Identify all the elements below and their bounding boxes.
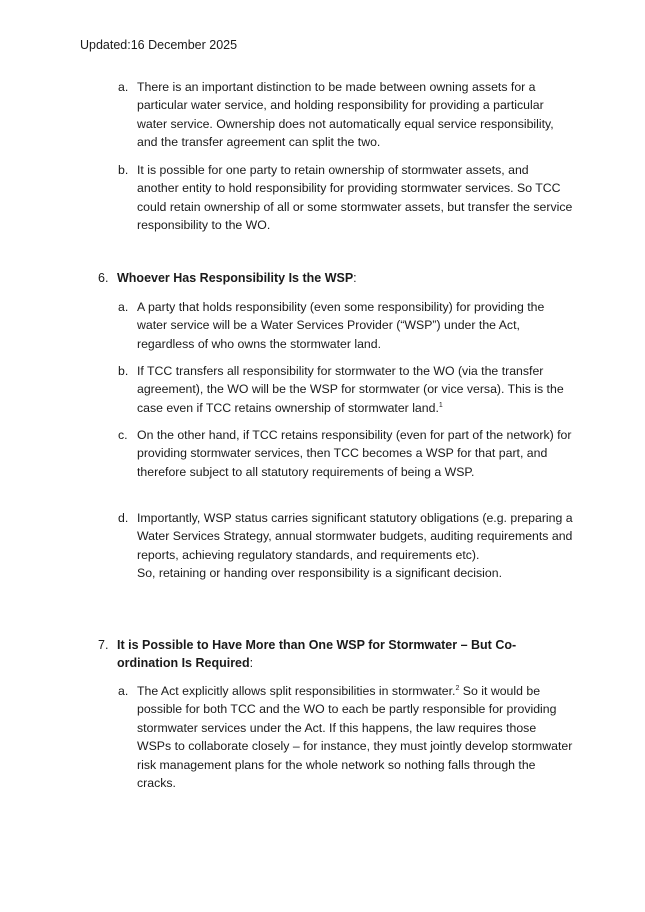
list-item-text: So, retaining or handing over responsibility is a significant decision. (137, 566, 503, 581)
list-marker: b. (118, 163, 129, 177)
list-marker: a. (118, 300, 129, 314)
list-item (118, 509, 573, 583)
footnote-ref[interactable]: 2 (455, 685, 460, 692)
list-item (118, 682, 573, 792)
list-item-text: On the other hand, if TCC retains responsibility (even for part of the network) for providing stormwater services, then TCC becomes a WSP for that part, and therefore subject to all statutory requirements of being a WSP. (137, 428, 572, 479)
list-marker: d. (118, 511, 129, 525)
list-item (118, 78, 573, 152)
list-marker: a. (118, 684, 129, 698)
list-item-text: reports, achieving regulatory standards, and requirements etc). (137, 547, 480, 562)
list-item-text: So it would be possible for both TCC and the WO to each be partly responsible for providing stormwater services under the Act. If this happens, the law requires those WSPs to collaborate closely – for instance, they must jointly develop stormwater risk management plans for the whole network so nothing falls through the cracks. (137, 684, 573, 791)
list-item-text: There is an important distinction to be made between owning assets for a particular water service, and holding responsibility for providing a particular water service. Ownership does not automatically equal service responsibility, and the transfer agreement can split the two. (137, 80, 554, 150)
updated-date: Updated:16 December 2025 (80, 38, 238, 52)
list-marker: a. (118, 80, 129, 94)
list-item (118, 362, 573, 417)
section-title: Whoever Has Responsibility Is the WSP (117, 271, 354, 285)
list-item-text: Importantly, WSP status carries significant statutory obligations (e.g. preparing a Water Services Strategy, annual stormwater budgets, auditing requirements and (137, 511, 573, 544)
list-item-text: A party that holds responsibility (even some responsibility) for providing the water service will be a Water Services Provider (“WSP”) under the Act, regardless of who owns the stormwater land. (137, 300, 545, 351)
list-item-text: The Act explicitly allows split responsibilities in stormwater. (137, 684, 456, 698)
list-item-text: It is possible for one party to retain ownership of stormwater assets, and another entity to hold responsibility for providing stormwater services. So TCC could retain ownership of all or some stormwater assets, but transfer the service responsibility to the WO. (137, 163, 573, 233)
list-item (118, 426, 573, 481)
list-item (118, 161, 573, 235)
footnote-ref[interactable]: 1 (438, 401, 443, 409)
section-title: It is Possible to Have More than One WSP for Stormwater – But Co-ordination Is Required (117, 638, 517, 671)
section-heading: 7. It is Possible to Have More than One WSP for Stormwater – But Co-ordination Is Required: (98, 638, 517, 671)
section-heading: 6. Whoever Has Responsibility Is the WSP: (98, 269, 573, 287)
list-marker: c. (118, 428, 128, 442)
list-marker: b. (118, 364, 129, 378)
list-item-text: If TCC transfers all responsibility for stormwater to the WO (via the transfer agreement), the WO will be the WSP for stormwater (or vice versa). This is the case even if TCC retains ownership of stormwater land. (137, 364, 564, 415)
section-number: 6. (98, 271, 109, 285)
list-item (118, 298, 573, 353)
section-number: 7. (98, 638, 109, 652)
